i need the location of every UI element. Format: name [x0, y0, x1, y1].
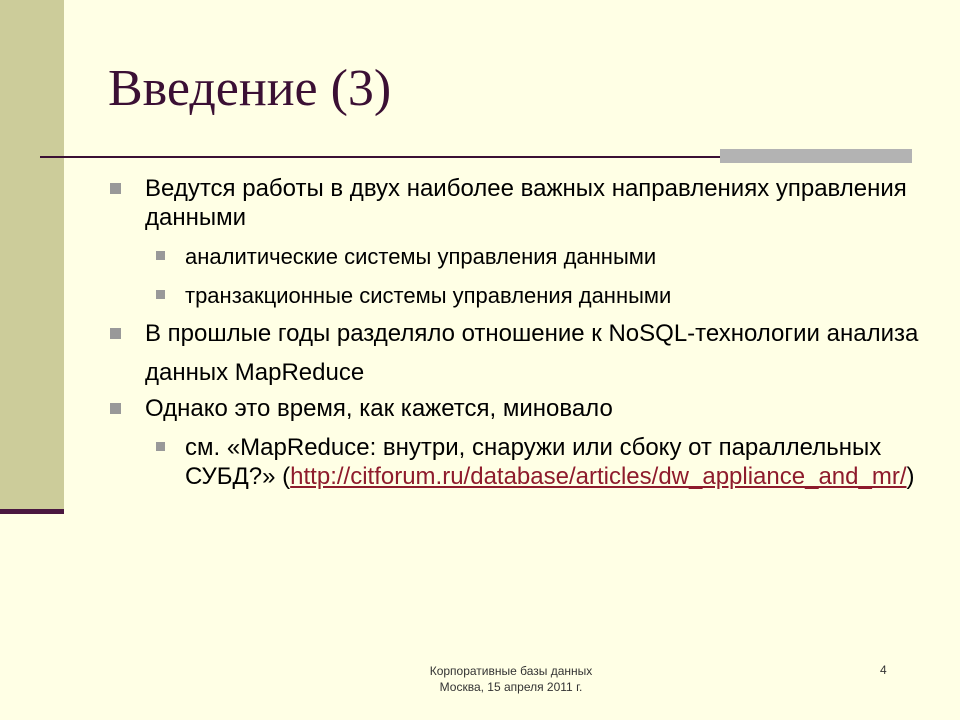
- title-divider-accent: [720, 149, 912, 163]
- bullet-text: В прошлые годы разделяло отношение к NoSQL-технологии анализа данных MapReduce: [145, 320, 919, 386]
- footer-course-title: Корпоративные базы данных: [429, 664, 593, 678]
- citforum-article-link[interactable]: http://citforum.ru/database/articles/dw_appliance_and_mr/: [290, 463, 907, 490]
- bullet-text: Ведутся работы в двух наиболее важных направлениях управления данными: [145, 175, 907, 231]
- sub-bullet-item: [108, 242, 928, 271]
- slide-number: 4: [880, 663, 887, 677]
- square-bullet-icon: [156, 442, 165, 451]
- bullet-item: [108, 314, 928, 392]
- slide-body: [108, 174, 928, 491]
- bullet-item: [108, 174, 928, 232]
- footer-location-date: Москва, 15 апреля 2011 г.: [439, 680, 583, 694]
- sub-bullet-text: транзакционные системы управления данными: [185, 283, 672, 308]
- slide-footer: [376, 663, 646, 695]
- sub-bullet-text: см. «MapReduce: внутри, снаружи или сбоку от параллельных СУБД?»: [185, 434, 882, 490]
- square-bullet-icon: [110, 403, 121, 414]
- square-bullet-icon: [110, 183, 121, 194]
- square-bullet-icon: [110, 328, 121, 339]
- bullet-text: Однако это время, как кажется, миновало: [145, 395, 613, 422]
- link-close-paren: ): [906, 463, 915, 490]
- sub-bullet-item: [108, 281, 928, 310]
- square-bullet-icon: [156, 290, 165, 299]
- side-decor-underline: [0, 509, 64, 514]
- sub-bullet-text: аналитические системы управления данными: [185, 244, 657, 269]
- bullet-item: [108, 394, 928, 423]
- sub-bullet-item: [108, 433, 928, 491]
- square-bullet-icon: [156, 251, 165, 260]
- link-open-paren: (: [282, 463, 291, 490]
- slide-title: Введение (3): [108, 60, 392, 117]
- side-decor-bar: [0, 0, 64, 510]
